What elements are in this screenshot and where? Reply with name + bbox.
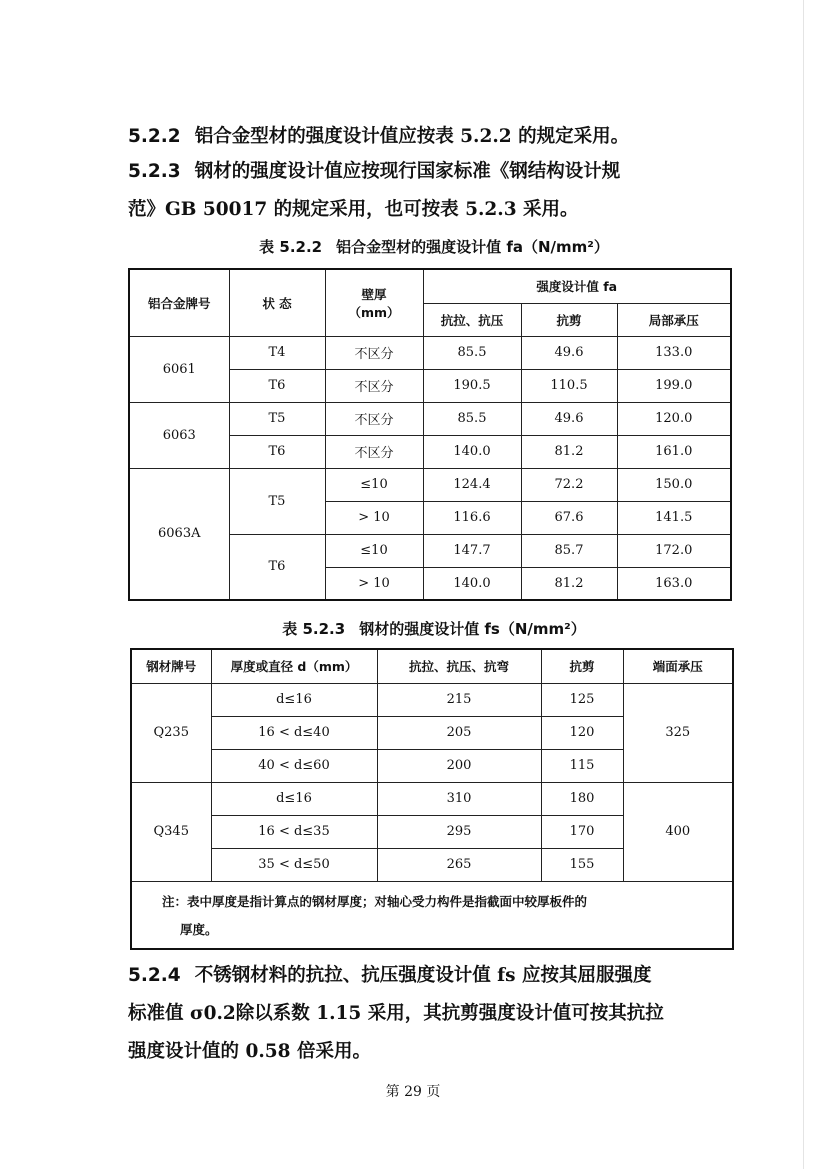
table-row: [129, 336, 731, 369]
shear-cell: 180: [541, 782, 623, 815]
thickness-cell: 不区分: [325, 369, 423, 402]
thickness-cell: 不区分: [325, 435, 423, 468]
table-5-2-3: [130, 648, 734, 950]
page-number: 第 29 页: [385, 1084, 441, 1100]
clause-5-2-4: [128, 957, 740, 1071]
tension-cell: 215: [377, 683, 541, 716]
clause-text: 铝合金型材的强度设计值应按表 5.2.2 的规定采用。: [194, 126, 630, 147]
clause-5-2-2: [128, 118, 740, 156]
header-bearing: 局部承压: [617, 303, 731, 336]
clause-text: 钢材的强度设计值应按现行国家标准《钢结构设计规: [194, 161, 621, 182]
header-grade: 钢材牌号: [131, 649, 211, 683]
header-state: 状 态: [229, 269, 325, 336]
tension-cell: 116.6: [423, 501, 521, 534]
shear-cell: 170: [541, 815, 623, 848]
shear-cell: 115: [541, 749, 623, 782]
clause-line: 标准值 σ0.2除以系数 1.15 采用，其抗剪强度设计值可按其抗拉: [128, 1003, 664, 1024]
grade-cell: 6063: [129, 402, 229, 468]
tension-cell: 190.5: [423, 369, 521, 402]
bearing-cell: 161.0: [617, 435, 731, 468]
bearing-cell: 120.0: [617, 402, 731, 435]
table-title: 铝合金型材的强度设计值 fa（N/mm²）: [336, 238, 609, 256]
note-line: 厚度。: [180, 921, 218, 937]
thickness-cell: d≤16: [211, 782, 377, 815]
tension-cell: 140.0: [423, 435, 521, 468]
state-cell: T6: [229, 435, 325, 468]
thickness-cell: 40 < d≤60: [211, 749, 377, 782]
shear-cell: 120: [541, 716, 623, 749]
thickness-cell: d≤16: [211, 683, 377, 716]
state-cell: T4: [229, 336, 325, 369]
tension-cell: 200: [377, 749, 541, 782]
thickness-cell: 35 < d≤50: [211, 848, 377, 881]
table-5-2-3-caption: [128, 618, 740, 639]
tension-cell: 85.5: [423, 402, 521, 435]
header-thickness: 厚度或直径 d（mm）: [211, 649, 377, 683]
tension-cell: 147.7: [423, 534, 521, 567]
state-cell: T5: [229, 402, 325, 435]
grade-cell: 6061: [129, 336, 229, 402]
table-5-2-2-caption: [128, 236, 740, 257]
clause-text: 不锈钢材料的抗拉、抗压强度设计值 fs 应按其屈服强度: [194, 965, 652, 986]
thickness-cell: ≤10: [325, 534, 423, 567]
table-label: 表 5.2.3: [282, 620, 346, 638]
header-grade: 铝合金牌号: [129, 269, 229, 336]
thickness-cell: ≤10: [325, 468, 423, 501]
tension-cell: 205: [377, 716, 541, 749]
shear-cell: 81.2: [521, 435, 617, 468]
bearing-cell: 199.0: [617, 369, 731, 402]
header-strength-group: 强度设计值 fa: [423, 269, 731, 303]
shear-cell: 49.6: [521, 336, 617, 369]
bearing-cell: 163.0: [617, 567, 731, 600]
header-tension: 抗拉、抗压: [423, 303, 521, 336]
header-shear: 抗剪: [541, 649, 623, 683]
bearing-cell: 400: [623, 782, 733, 881]
note-line: 注：表中厚度是指计算点的钢材厚度；对轴心受力构件是指截面中较厚板件的: [162, 893, 588, 909]
table-row: [129, 468, 731, 501]
clause-line: [128, 957, 740, 995]
state-cell: T6: [229, 534, 325, 600]
thickness-cell: > 10: [325, 501, 423, 534]
tension-cell: 85.5: [423, 336, 521, 369]
tension-cell: 265: [377, 848, 541, 881]
bearing-cell: 325: [623, 683, 733, 782]
shear-cell: 72.2: [521, 468, 617, 501]
shear-cell: 155: [541, 848, 623, 881]
shear-cell: 85.7: [521, 534, 617, 567]
bearing-cell: 133.0: [617, 336, 731, 369]
state-cell: T6: [229, 369, 325, 402]
table-title: 钢材的强度设计值 fs（N/mm²）: [359, 620, 586, 638]
bearing-cell: 172.0: [617, 534, 731, 567]
table-note: [131, 881, 733, 949]
grade-cell: Q345: [131, 782, 211, 881]
grade-cell: 6063A: [129, 468, 229, 600]
grade-cell: Q235: [131, 683, 211, 782]
tension-cell: 310: [377, 782, 541, 815]
shear-cell: 81.2: [521, 567, 617, 600]
clause-line: [128, 153, 740, 191]
bearing-cell: 141.5: [617, 501, 731, 534]
table-label: 表 5.2.2: [259, 238, 323, 256]
table-row: [129, 402, 731, 435]
header-thickness: 壁厚 （mm）: [325, 269, 423, 336]
clause-number: 5.2.4: [128, 965, 181, 986]
bearing-cell: 150.0: [617, 468, 731, 501]
table-row: [131, 782, 733, 815]
table-row: [131, 683, 733, 716]
thickness-cell: 不区分: [325, 336, 423, 369]
table-5-2-2: [128, 268, 732, 601]
shear-cell: 49.6: [521, 402, 617, 435]
shear-cell: 125: [541, 683, 623, 716]
clause-number: 5.2.2: [128, 126, 181, 147]
header-shear: 抗剪: [521, 303, 617, 336]
tension-cell: 295: [377, 815, 541, 848]
thickness-cell: > 10: [325, 567, 423, 600]
state-cell: T5: [229, 468, 325, 534]
clause-line: 强度设计值的 0.58 倍采用。: [128, 1041, 371, 1062]
tension-cell: 140.0: [423, 567, 521, 600]
header-tension: 抗拉、抗压、抗弯: [377, 649, 541, 683]
thickness-cell: 16 < d≤35: [211, 815, 377, 848]
page-edge-line: [803, 0, 804, 1169]
clause-number: 5.2.3: [128, 161, 181, 182]
shear-cell: 110.5: [521, 369, 617, 402]
thickness-cell: 16 < d≤40: [211, 716, 377, 749]
shear-cell: 67.6: [521, 501, 617, 534]
header-bearing: 端面承压: [623, 649, 733, 683]
clause-5-2-3: [128, 153, 740, 229]
tension-cell: 124.4: [423, 468, 521, 501]
clause-line: 范》GB 50017 的规定采用，也可按表 5.2.3 采用。: [128, 199, 579, 220]
thickness-cell: 不区分: [325, 402, 423, 435]
